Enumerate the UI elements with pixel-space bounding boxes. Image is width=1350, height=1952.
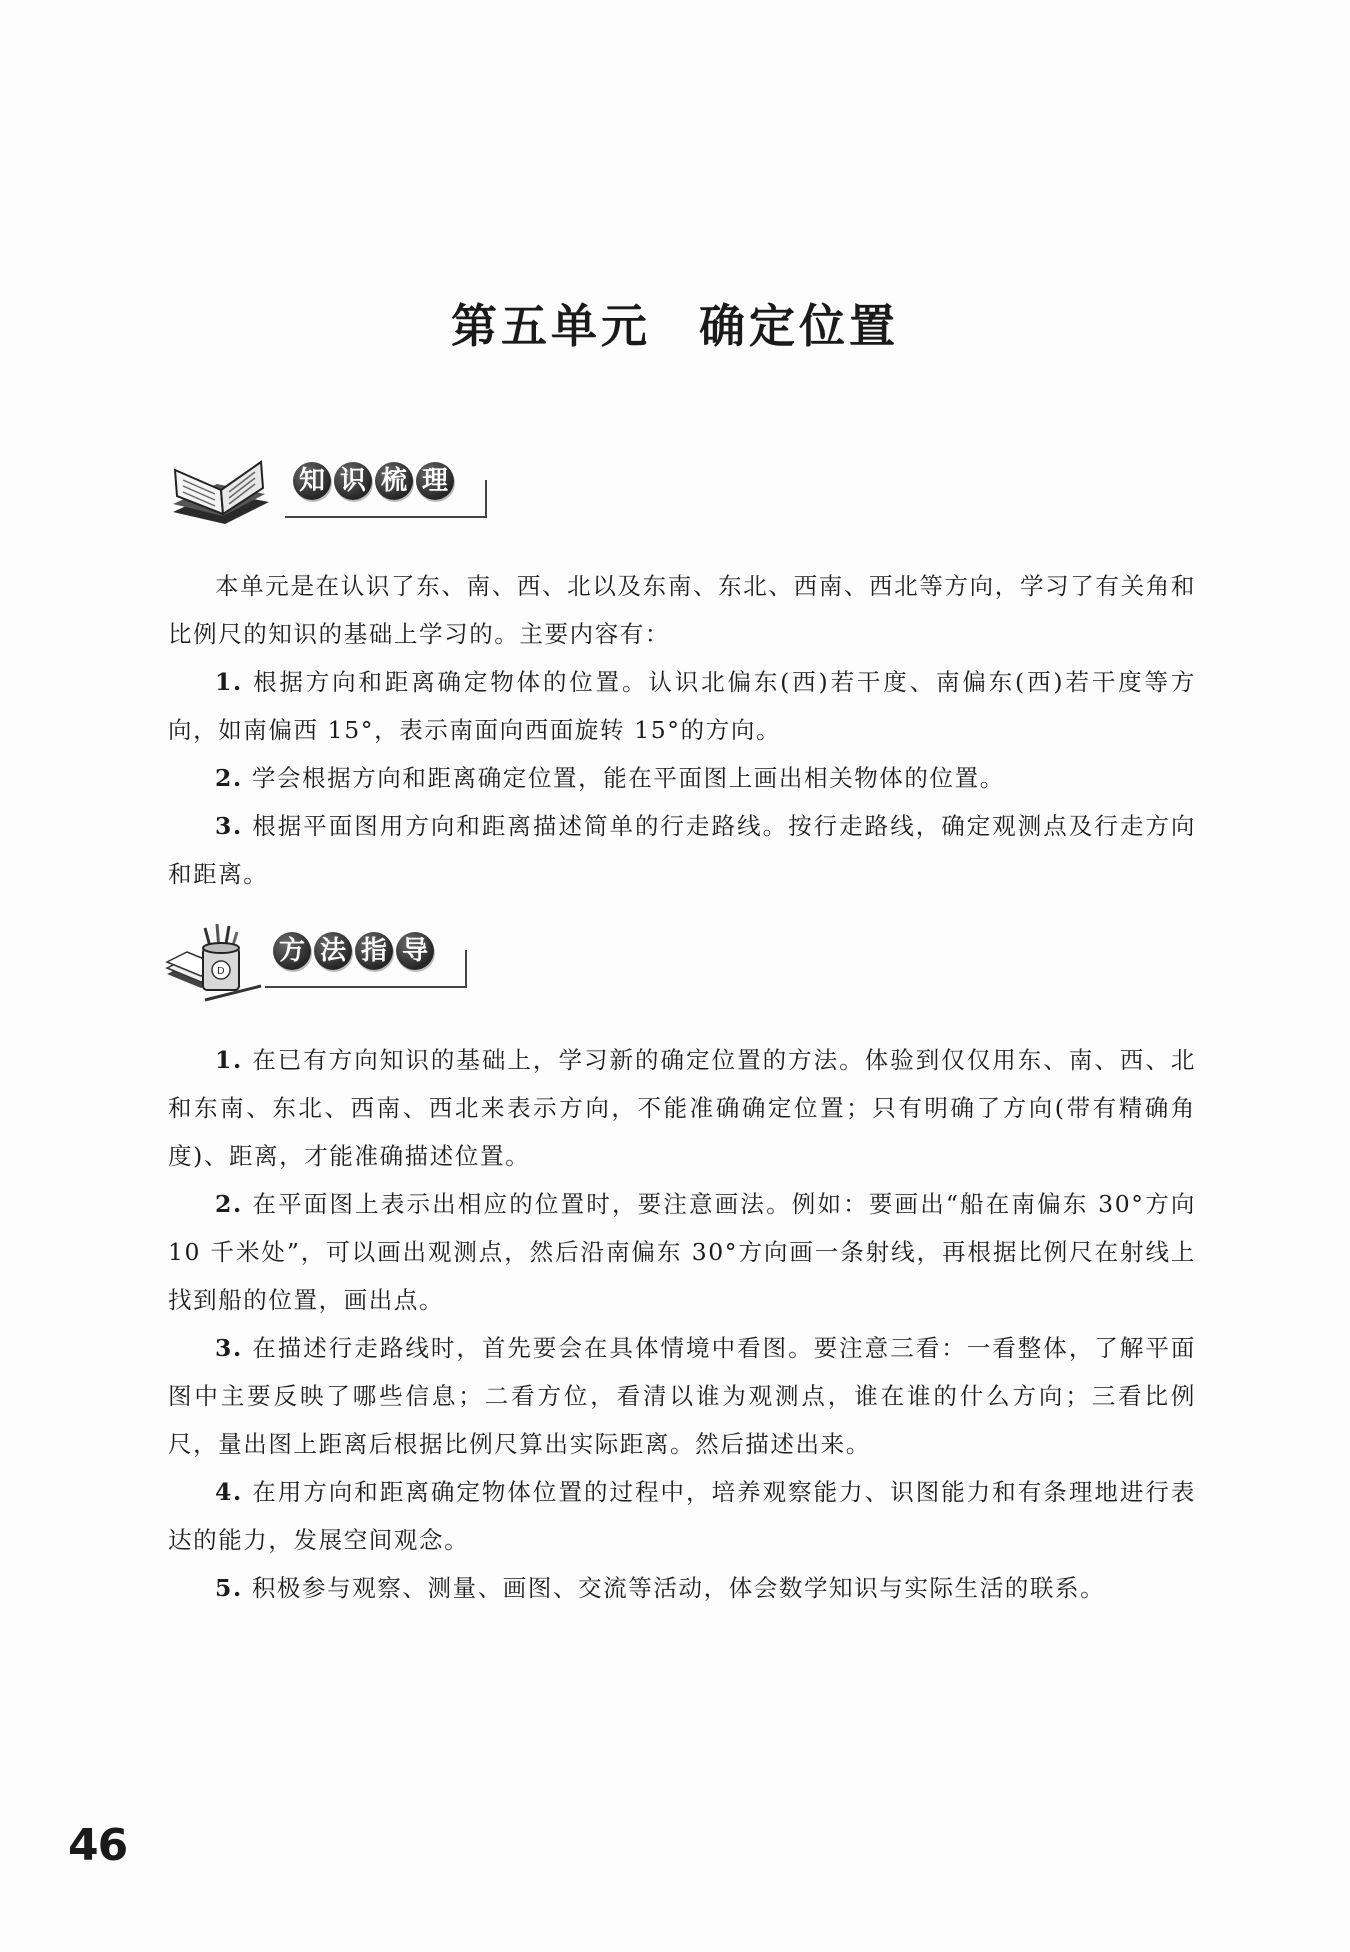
list-item (168, 802, 1196, 898)
pencil-cup-icon (165, 920, 265, 1004)
page-number: 46 (68, 1820, 128, 1871)
item-text: 在描述行走路线时，首先要会在具体情境中看图。要注意三看：一看整体，了解平面图中主要反映了哪些信息；二看方位，看清以谁为观测点，谁在谁的什么方向；三看比例尺，量出图上距离后根据比例尺算出实际距离。然后描述出来。 (168, 1334, 1196, 1458)
list-item (168, 1564, 1196, 1612)
list-item (168, 658, 1196, 754)
badge-char: 识 (334, 462, 372, 500)
item-text: 在平面图上表示出相应的位置时，要注意画法。例如：要画出“船在南偏东 30°方向 10 千米处”，可以画出观测点，然后沿南偏东 30°方向画一条射线，再根据比例尺在射线上找到船的位置，画出点。 (168, 1190, 1196, 1314)
item-number: 1. (215, 1046, 243, 1074)
item-number: 1. (215, 668, 243, 696)
list-item (168, 1324, 1196, 1468)
item-text: 根据平面图用方向和距离描述简单的行走路线。按行走路线，确定观测点及行走方向和距离。 (168, 812, 1196, 888)
badge-char: 导 (396, 932, 434, 970)
item-text: 在已有方向知识的基础上，学习新的确定位置的方法。体验到仅仅用东、南、西、北和东南、东北、西南、西北来表示方向，不能准确确定位置；只有明确了方向(带有精确角度)、距离，才能准确描述位置。 (168, 1046, 1196, 1170)
item-text: 学会根据方向和距离确定位置，能在平面图上画出相关物体的位置。 (251, 764, 1005, 792)
item-number: 4. (215, 1478, 243, 1506)
open-book-icon (165, 450, 275, 534)
intro-paragraph: 本单元是在认识了东、南、西、北以及东南、东北、西南、西北等方向，学习了有关角和比例尺的知识的基础上学习的。主要内容有： (168, 572, 1196, 648)
badge-char: 梳 (375, 462, 413, 500)
badge-char: 指 (355, 932, 393, 970)
badge-char: 理 (416, 462, 454, 500)
list-item (168, 1036, 1196, 1180)
section-header-method (165, 920, 495, 1004)
header-bracket (285, 480, 487, 518)
badge-char: 方 (273, 932, 311, 970)
item-text: 积极参与观察、测量、画图、交流等活动，体会数学知识与实际生活的联系。 (251, 1574, 1106, 1602)
item-number: 2. (215, 1190, 243, 1218)
list-item (168, 1468, 1196, 1564)
method-guidance (168, 1036, 1196, 1612)
list-item (168, 1180, 1196, 1324)
item-number: 3. (215, 812, 243, 840)
item-number: 3. (215, 1334, 243, 1362)
badge-char: 知 (293, 462, 331, 500)
section-header-knowledge (165, 450, 495, 534)
list-item (168, 754, 1196, 802)
unit-title (0, 290, 1350, 356)
svg-text:D: D (217, 966, 225, 977)
badge-char: 法 (314, 932, 352, 970)
knowledge-summary (168, 562, 1196, 898)
item-number: 5. (215, 1574, 243, 1602)
header-bracket (265, 950, 467, 988)
item-text: 根据方向和距离确定物体的位置。认识北偏东(西)若干度、南偏东(西)若干度等方向，如南偏西 15°，表示南面向西面旋转 15°的方向。 (168, 668, 1196, 744)
unit-topic: 确定位置 (699, 299, 899, 353)
unit-number: 第五单元 (451, 299, 651, 353)
item-number: 2. (215, 764, 243, 792)
item-text: 在用方向和距离确定物体位置的过程中，培养观察能力、识图能力和有条理地进行表达的能力，发展空间观念。 (168, 1478, 1196, 1554)
